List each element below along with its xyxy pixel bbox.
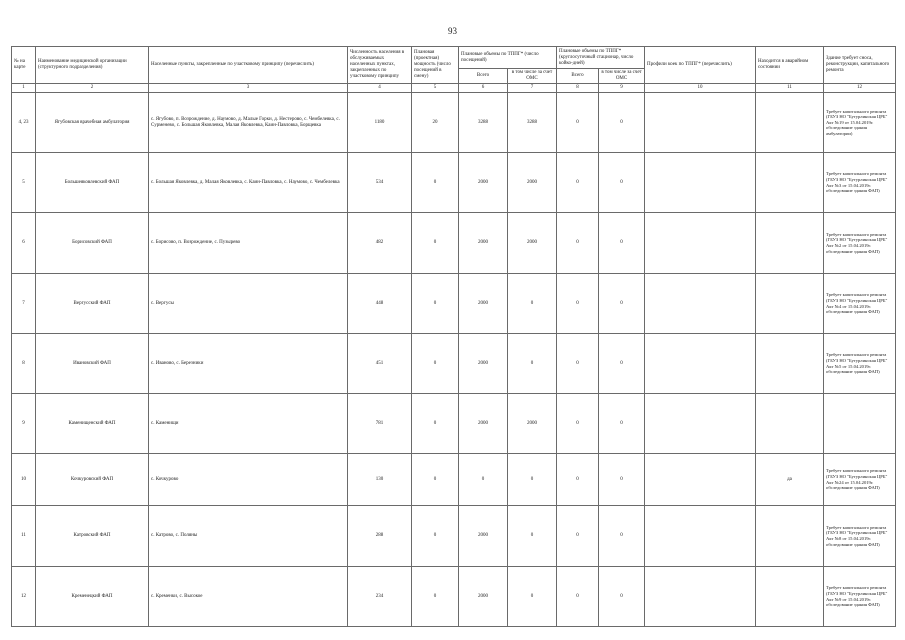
table-row (12, 213, 896, 274)
cell-profile (645, 93, 756, 153)
table-row (12, 394, 896, 454)
cell-p-oms: 0 (599, 506, 645, 567)
cell-total: 3288 (459, 93, 508, 153)
cell-repair: Требует капитального ремонта (ГБУЗ НО "Бутурлинская ЦРБ" Акт №3 от 15.04.2019г. обследование здания ФАП) (824, 153, 896, 213)
cell-total: 2000 (459, 334, 508, 394)
cell-population: 781 (348, 394, 412, 454)
cell-total: 2000 (459, 153, 508, 213)
col-index: 7 (508, 84, 557, 93)
cell-org: Вергусский ФАП (36, 274, 149, 334)
cell-population: 448 (348, 274, 412, 334)
cell-org: Катровский ФАП (36, 506, 149, 567)
cell-capacity: 0 (412, 274, 459, 334)
col-index: 9 (599, 84, 645, 93)
cell-settlements: с. Кременки, с. Высокое (149, 567, 348, 627)
cell-profile (645, 213, 756, 274)
cell-oms: 2000 (508, 153, 557, 213)
cell-oms: 3288 (508, 93, 557, 153)
cell-settlements: с. Большая Яковлевка, д. Малая Яковлевка, с. Каин-Павловка, с. Наумово, с. Чембелевка (149, 153, 348, 213)
cell-emergency (756, 274, 824, 334)
cell-oms: 0 (508, 454, 557, 506)
cell-capacity: 0 (412, 567, 459, 627)
col-index: 5 (412, 84, 459, 93)
cell-total: 2000 (459, 394, 508, 454)
header-paid-total: Всего (557, 69, 599, 84)
cell-num: 9 (12, 394, 36, 454)
cell-population: 288 (348, 506, 412, 567)
cell-oms: 0 (508, 334, 557, 394)
col-index: 6 (459, 84, 508, 93)
cell-emergency (756, 153, 824, 213)
cell-org: Ягубовская врачебная амбулатория (36, 93, 149, 153)
cell-p-oms: 0 (599, 213, 645, 274)
cell-p-total: 0 (557, 567, 599, 627)
cell-repair: Требует капитального ремонта (ГБУЗ НО "Бутурлинская ЦРБ" Акт №2 от 15.04.2019г. обследование здания ФАП) (824, 213, 896, 274)
cell-org: Большеяковлевский ФАП (36, 153, 149, 213)
cell-total: 2000 (459, 506, 508, 567)
cell-emergency (756, 334, 824, 394)
header-volume-group: Плановые объемы по ТППГ* (число посещений) (459, 47, 557, 69)
col-index: 8 (557, 84, 599, 93)
cell-repair: Требует капитального ремонта (ГБУЗ НО "Бутурлинская ЦРБ" Акт №9 от 15.04.2019г. обследование здания ФАП) (824, 567, 896, 627)
cell-p-total: 0 (557, 334, 599, 394)
cell-p-total: 0 (557, 274, 599, 334)
cell-p-oms: 0 (599, 274, 645, 334)
header-profile: Профили коек по ТППГ* (перечислить) (645, 47, 756, 84)
cell-emergency (756, 213, 824, 274)
cell-capacity: 0 (412, 213, 459, 274)
cell-settlements: с. Катрово, с. Поляны (149, 506, 348, 567)
cell-settlements: с. Вергусы (149, 274, 348, 334)
cell-oms: 2000 (508, 394, 557, 454)
cell-p-total: 0 (557, 454, 599, 506)
cell-p-total: 0 (557, 394, 599, 454)
cell-total: 2000 (459, 274, 508, 334)
cell-settlements: с. Иваново, с. Березники (149, 334, 348, 394)
cell-total: 2000 (459, 567, 508, 627)
facilities-table (11, 46, 896, 627)
cell-capacity: 20 (412, 93, 459, 153)
cell-p-total: 0 (557, 506, 599, 567)
cell-repair: Требует капитального ремонта (ГБУЗ НО "Бутурлинская ЦРБ" Акт №24 от 15.04.2019г. обследование здания ФАП) (824, 454, 896, 506)
cell-num: 6 (12, 213, 36, 274)
cell-num: 12 (12, 567, 36, 627)
cell-population: 1180 (348, 93, 412, 153)
cell-profile (645, 394, 756, 454)
cell-capacity: 0 (412, 454, 459, 506)
cell-p-oms: 0 (599, 394, 645, 454)
col-index: 4 (348, 84, 412, 93)
cell-profile (645, 274, 756, 334)
cell-population: 534 (348, 153, 412, 213)
cell-emergency (756, 506, 824, 567)
cell-p-total: 0 (557, 213, 599, 274)
cell-profile (645, 567, 756, 627)
cell-settlements: с. Ягубово, п. Возрождение, д. Наумово, д. Малые Горки, д. Нестерово, с. Чембелевка, с. Сурменево, с. Большая Яковлевка, Малая Яковлевка, Каин-Павловка, Борщевка (149, 93, 348, 153)
header-population: Численность населения в обслуживаемых населенных пунктах, закрепленных по участковому принципу (348, 47, 412, 84)
cell-p-oms: 0 (599, 153, 645, 213)
cell-capacity: 0 (412, 506, 459, 567)
cell-settlements: с. Борисово, п. Возрождение, с. Пузырево (149, 213, 348, 274)
cell-settlements: с. Кочкурово (149, 454, 348, 506)
cell-num: 5 (12, 153, 36, 213)
cell-emergency (756, 567, 824, 627)
cell-org: Каменищенский ФАП (36, 394, 149, 454)
cell-emergency (756, 93, 824, 153)
header-repair: Здание требует сноса, реконструкции, капитального ремонта (824, 47, 896, 84)
header-emergency: Находится в аварийном состоянии (756, 47, 824, 84)
table-row (12, 93, 896, 153)
header-volume-oms: в том числе за счет ОМС (508, 69, 557, 84)
cell-settlements: с. Каменищи (149, 394, 348, 454)
cell-num: 8 (12, 334, 36, 394)
cell-profile (645, 454, 756, 506)
cell-total: 0 (459, 454, 508, 506)
header-settlements: Населенные пункты, закрепленные по участковому принципу (перечислить) (149, 47, 348, 84)
cell-total: 2000 (459, 213, 508, 274)
cell-p-oms: 0 (599, 454, 645, 506)
cell-repair (824, 394, 896, 454)
cell-oms: 0 (508, 274, 557, 334)
cell-emergency (756, 394, 824, 454)
cell-repair: Требует капитального ремонта (ГБУЗ НО "Бутурлинская ЦРБ" Акт №19 от 15.04.2019г. обследование здания амбулатории) (824, 93, 896, 153)
cell-org: Борисовский ФАП (36, 213, 149, 274)
column-index-row (12, 84, 896, 93)
header-paid-oms: в том числе за счет ОМС (599, 69, 645, 84)
cell-population: 451 (348, 334, 412, 394)
cell-population: 234 (348, 567, 412, 627)
page-number: 93 (448, 26, 457, 36)
cell-oms: 0 (508, 506, 557, 567)
cell-org: Кочкуровский ФАП (36, 454, 149, 506)
header-capacity: Плановая (проектная) мощность (число посещений в смену) (412, 47, 459, 84)
cell-oms: 2000 (508, 213, 557, 274)
cell-emergency: да (756, 454, 824, 506)
cell-capacity: 0 (412, 334, 459, 394)
cell-num: 10 (12, 454, 36, 506)
cell-repair: Требует капитального ремонта (ГБУЗ НО "Бутурлинская ЦРБ" Акт №4 от 15.04.2019г. обследование здания ФАП) (824, 274, 896, 334)
cell-repair: Требует капитального ремонта (ГБУЗ НО "Бутурлинская ЦРБ" Акт №5 от 15.04.2019г. обследование здания ФАП) (824, 334, 896, 394)
cell-p-total: 0 (557, 153, 599, 213)
cell-p-oms: 0 (599, 93, 645, 153)
cell-oms: 0 (508, 567, 557, 627)
cell-population: 130 (348, 454, 412, 506)
col-index: 10 (645, 84, 756, 93)
table-row (12, 334, 896, 394)
header-num: № на карте (12, 47, 36, 84)
cell-capacity: 0 (412, 153, 459, 213)
cell-profile (645, 334, 756, 394)
table-row (12, 153, 896, 213)
header-volume-total: Всего (459, 69, 508, 84)
table-row (12, 274, 896, 334)
cell-p-oms: 0 (599, 567, 645, 627)
col-index: 1 (12, 84, 36, 93)
table-row (12, 454, 896, 506)
col-index: 3 (149, 84, 348, 93)
cell-num: 7 (12, 274, 36, 334)
col-index: 11 (756, 84, 824, 93)
cell-p-total: 0 (557, 93, 599, 153)
col-index: 12 (824, 84, 896, 93)
cell-population: 482 (348, 213, 412, 274)
cell-org: Ивановский ФАП (36, 334, 149, 394)
cell-repair: Требует капитального ремонта (ГБУЗ НО "Бутурлинская ЦРБ" Акт №8 от 15.04.2019г. обследование здания ФАП) (824, 506, 896, 567)
cell-num: 11 (12, 506, 36, 567)
header-org: Наименование медицинской организации (структурного подразделения) (36, 47, 149, 84)
cell-profile (645, 506, 756, 567)
header-paid-group: Плановые объемы по ТППГ* (круглосуточный стационар, число койко-дней) (557, 47, 645, 69)
cell-capacity: 0 (412, 394, 459, 454)
cell-p-oms: 0 (599, 334, 645, 394)
cell-profile (645, 153, 756, 213)
cell-org: Кременецкий ФАП (36, 567, 149, 627)
col-index: 2 (36, 84, 149, 93)
cell-num: 4, 23 (12, 93, 36, 153)
table-row (12, 506, 896, 567)
table-row (12, 567, 896, 627)
